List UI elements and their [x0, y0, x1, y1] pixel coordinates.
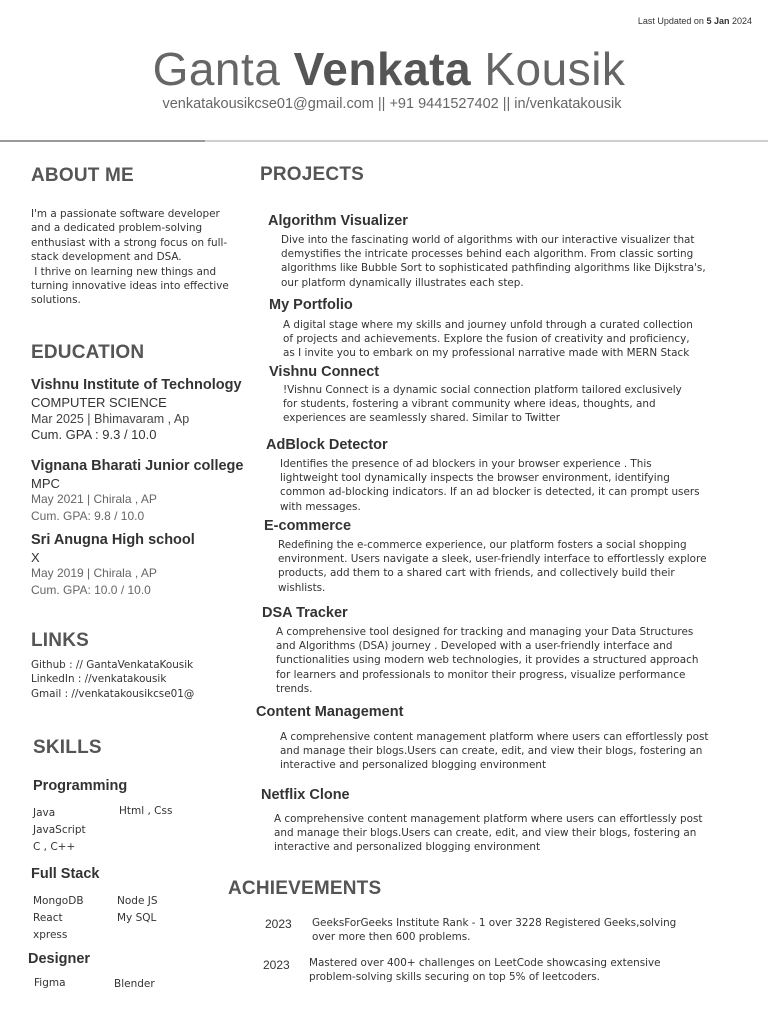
education-date: May 2021 | Chirala , AP: [31, 492, 157, 506]
achievement-text: [312, 916, 732, 944]
skill-item: Figma: [34, 977, 66, 989]
projects-heading: PROJECTS: [260, 164, 365, 185]
project-description: [276, 625, 742, 696]
education-item: [31, 532, 195, 597]
course-name: COMPUTER SCIENCE: [31, 395, 167, 410]
achievements-heading: ACHIEVEMENTS: [228, 878, 382, 899]
project-title: DSA Tracker: [262, 605, 348, 621]
project-line: our platform dynamically illustrates each step.: [281, 276, 524, 289]
project-title: Netflix Clone: [261, 787, 350, 803]
school-name: Vignana Bharati Junior college: [31, 458, 244, 474]
project-line: Dive into the fascinating world of algorithms with our interactive visualizer that: [281, 234, 695, 246]
education-gpa: Cum. GPA: 9.8 / 10.0: [31, 509, 145, 523]
achievement-line: Mastered over 400+ challenges on LeetCode showcasing extensive: [309, 957, 661, 969]
achievement-line: GeeksForGeeks Institute Rank - 1 over 3228 Registered Geeks,solving: [312, 917, 677, 929]
project-line: as I invite you to embark on my professional narrative made with MERN Stack: [283, 347, 690, 360]
achievement-line: over more then 600 problems.: [312, 931, 471, 944]
project-line: with messages.: [280, 500, 361, 513]
project-line: for students, fostering a vibrant community where ideas, thoughts, and: [283, 398, 656, 411]
project-title: AdBlock Detector: [266, 437, 388, 453]
skill-item: Html , Css: [119, 805, 173, 817]
about-line: stack development and DSA.: [31, 251, 182, 264]
about-line: solutions.: [31, 294, 81, 307]
skill-item: My SQL: [117, 912, 157, 924]
name-first: Ganta: [152, 43, 281, 95]
skill-item: JavaScript: [33, 824, 86, 836]
education-date: May 2019 | Chirala , AP: [31, 566, 157, 580]
about-heading: ABOUT ME: [31, 165, 134, 186]
project-line: Identifies the presence of ad blockers in your browser experience . This: [280, 458, 652, 470]
project-description: [274, 812, 746, 855]
gmail-link[interactable]: Gmail : //venkatakousikcse01@: [31, 687, 195, 700]
project-item: [261, 787, 746, 855]
project-line: functionalities using modern web technologies, it provides a structured approach: [276, 654, 699, 667]
skills-programming-col1: [33, 805, 86, 856]
project-line: of projects and achievements. Explore the fusion of creativity and proficiency,: [283, 333, 690, 346]
skill-item: xpress: [33, 929, 68, 941]
project-line: A comprehensive content management platform where users can effortlessly post: [274, 813, 703, 825]
skill-item: Java: [33, 807, 56, 819]
project-title: E-commerce: [264, 518, 352, 534]
project-item: [269, 297, 739, 361]
education-heading: EDUCATION: [31, 342, 145, 363]
project-line: algorithms like Bubble Sort to sophisticated pathfinding algorithms like Dijkstra's,: [281, 262, 706, 275]
header-divider-accent: [0, 140, 205, 142]
project-description: [283, 383, 739, 426]
education-gpa: Cum. GPA: 10.0 / 10.0: [31, 583, 151, 597]
project-description: [278, 538, 744, 595]
education-date: Mar 2025 | Bhimavaram , Ap: [31, 412, 190, 426]
education-item: [31, 458, 243, 523]
skill-item: React: [33, 912, 63, 924]
skills-designer-title: Designer: [28, 951, 91, 967]
school-name: Sri Anugna High school: [31, 532, 195, 548]
project-line: wishlists.: [278, 581, 326, 594]
project-title: Vishnu Connect: [269, 364, 380, 380]
achievement-year: 2023: [263, 958, 290, 972]
project-line: interactive and personalized blogging environment: [280, 759, 547, 772]
github-link[interactable]: Github : // GantaVenkataKousik: [31, 659, 194, 671]
project-line: and Algorithms (DSA) journey . Developed with a user-friendly interface and: [276, 640, 673, 653]
project-description: [281, 233, 738, 290]
about-line: turning innovative ideas into effective: [31, 280, 229, 293]
project-line: A comprehensive tool designed for tracking and managing your Data Structures: [276, 626, 694, 638]
links-list: [31, 658, 194, 701]
project-title: Algorithm Visualizer: [268, 213, 408, 229]
candidate-name: [0, 42, 768, 96]
project-line: for learners and professionals to monitor their progress, visualize performance: [276, 668, 686, 681]
project-line: !Vishnu Connect is a dynamic social connection platform tailored exclusively: [283, 384, 682, 396]
project-item: [256, 704, 746, 773]
updated-year: 2024: [731, 16, 752, 26]
project-item: [268, 213, 738, 290]
education-item: [31, 377, 242, 442]
project-line: common ad-blocking indicators. If an ad blocker is detected, it can prompt users: [280, 486, 700, 499]
project-title: My Portfolio: [269, 297, 353, 313]
project-line: A digital stage where my skills and journey unfold through a curated collection: [283, 319, 693, 331]
project-line: demystifies the intricate processes behind each algorithm. From classic sorting: [281, 248, 694, 261]
project-item: [262, 605, 742, 696]
project-line: and manage their blogs.Users can create, edit, and view their blogs, fostering an: [280, 745, 703, 758]
project-line: environment. Users navigate a sleek, user-friendly interface to effortlessly explore: [278, 553, 707, 566]
about-line: I'm a passionate software developer: [31, 208, 220, 220]
name-middle: Venkata: [293, 43, 472, 95]
project-line: and manage their blogs.Users can create, edit, and view their blogs, fostering an: [274, 827, 697, 840]
skills-programming-title: Programming: [33, 778, 128, 794]
project-description: [280, 730, 746, 773]
project-item: [266, 437, 741, 514]
school-name: Vishnu Institute of Technology: [31, 377, 242, 393]
about-line: I thrive on learning new things and: [31, 265, 217, 278]
project-title: Content Management: [256, 704, 404, 720]
project-description: [283, 318, 739, 361]
project-item: [264, 518, 744, 595]
project-line: trends.: [276, 682, 313, 695]
skills-programming-col2: [119, 805, 172, 817]
updated-prefix: Last Updated on: [637, 16, 704, 26]
about-line: enthusiast with a strong focus on full-: [31, 236, 228, 249]
course-name: X: [31, 550, 40, 565]
name-last: Kousik: [484, 43, 626, 95]
skills-fullstack-title: Full Stack: [31, 866, 100, 882]
course-name: MPC: [31, 476, 60, 491]
links-heading: LINKS: [31, 630, 89, 651]
project-line: Redefining the e-commerce experience, our platform fosters a social shopping: [278, 539, 687, 551]
project-item: [269, 364, 739, 426]
project-line: products, add them to a shared cart with friends, and collectively build their: [278, 567, 675, 580]
updated-date: 5 Jan: [706, 16, 730, 26]
skill-item: MongoDB: [33, 895, 84, 907]
education-gpa: Cum. GPA : 9.3 / 10.0: [31, 427, 157, 442]
about-text: [31, 207, 246, 308]
skills-fullstack-col2: [117, 893, 158, 927]
skills-fullstack-col1: [33, 893, 84, 944]
skill-item: C , C++: [33, 841, 76, 853]
achievement-line: problem-solving skills securing on top 5% of leetcoders.: [309, 971, 600, 984]
contact-line[interactable]: venkatakousikcse01@gmail.com || +91 9441527402 || in/venkatakousik: [162, 96, 622, 112]
achievement-text: [309, 956, 729, 984]
linkedin-link[interactable]: LinkedIn : //venkatakousik: [31, 673, 167, 686]
project-line: A comprehensive content management platform where users can effortlessly post: [280, 731, 709, 743]
achievement-year: 2023: [265, 917, 292, 931]
project-line: lightweight tool dynamically inspects the browser environment, identifying: [280, 472, 670, 485]
skills-heading: SKILLS: [33, 737, 102, 758]
about-line: and a dedicated problem-solving: [31, 222, 203, 235]
project-line: experiences are seamlessly shared. Similar to Twitter: [283, 412, 561, 425]
skill-item: Node JS: [117, 895, 158, 907]
last-updated: [638, 16, 752, 26]
skill-item: Blender: [114, 978, 155, 990]
project-description: [280, 457, 741, 514]
project-line: interactive and personalized blogging environment: [274, 841, 541, 854]
